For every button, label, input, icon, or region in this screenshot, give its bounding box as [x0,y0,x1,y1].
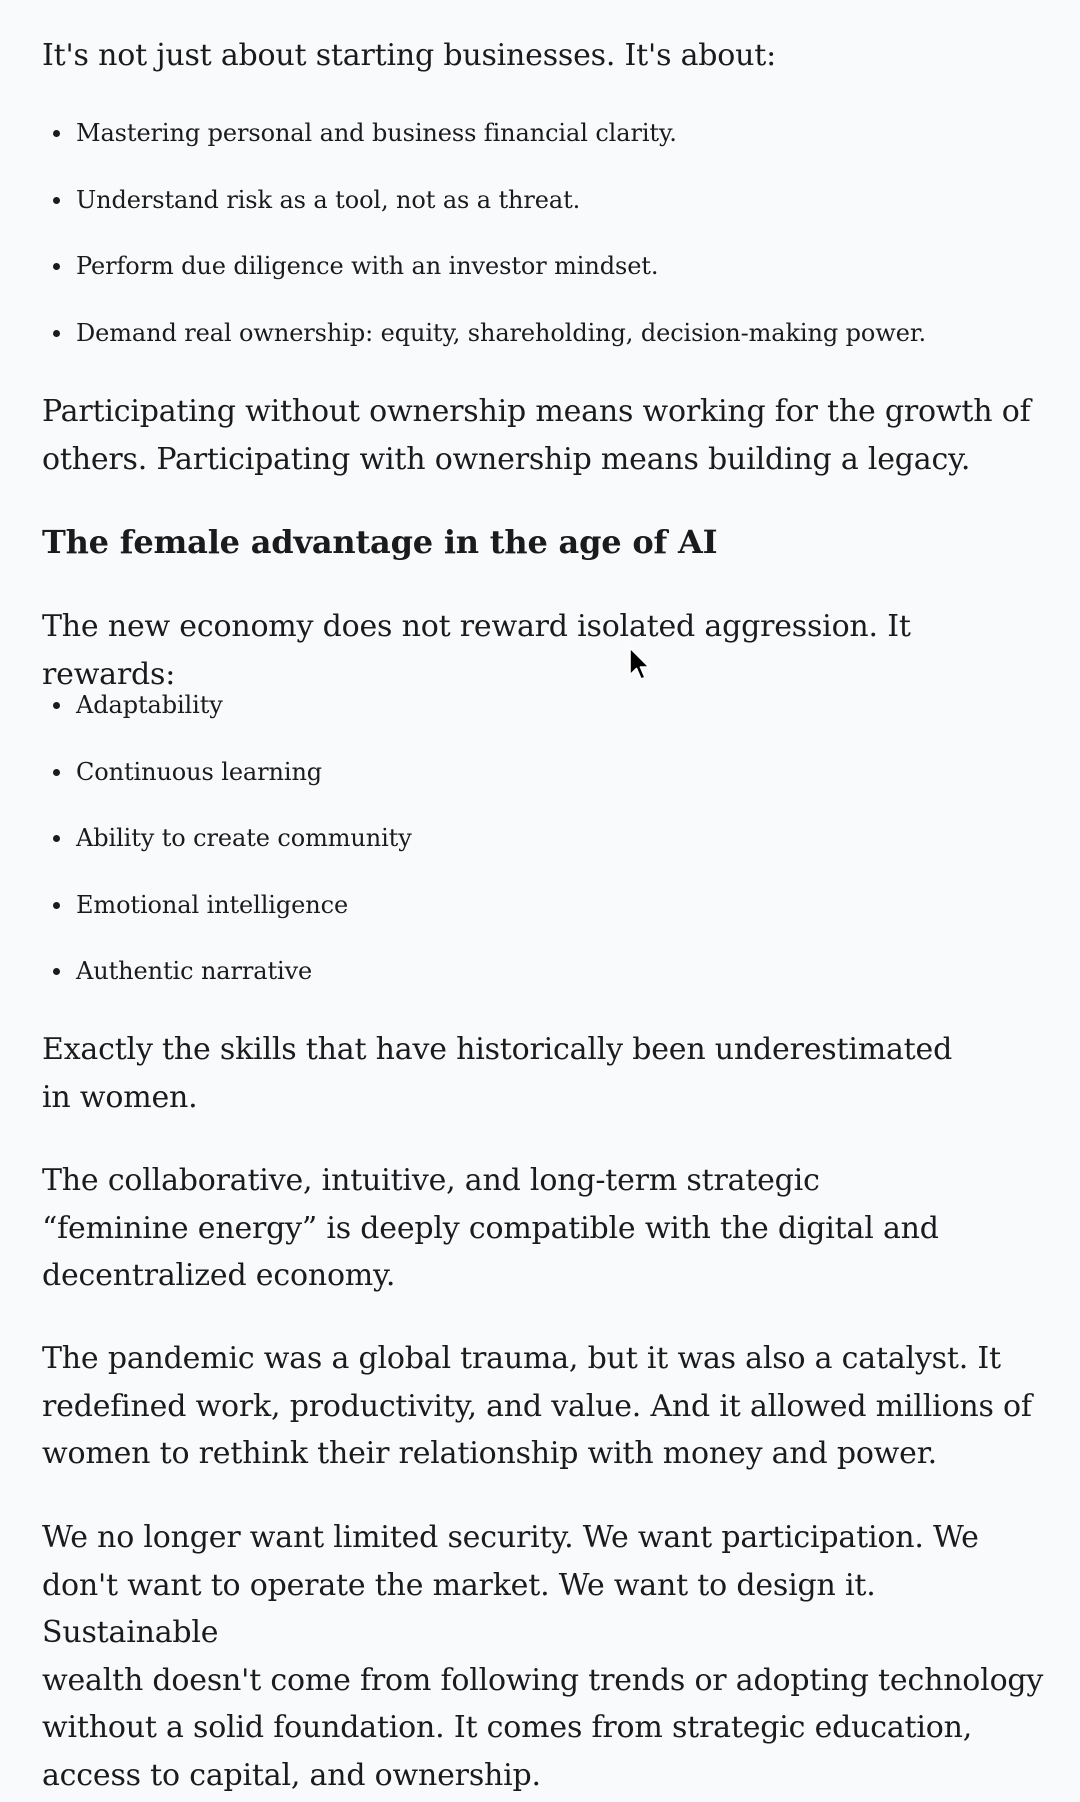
intro-line: It's not just about starting businesses. It's about: [42,38,777,73]
list-item-text: Continuous learning [76,758,323,786]
paragraph-line: wealth doesn't come from following trends or adopting technology [42,1662,1044,1698]
list-item [42,953,412,989]
section-heading: The female advantage in the age of AI [42,523,718,561]
intro-paragraph [42,32,776,80]
paragraph-line: decentralized economy. [42,1258,396,1293]
list-item [42,887,412,923]
list-item-text: Emotional intelligence [76,891,349,919]
bullet-icon [53,263,60,270]
bullet-icon [53,130,60,137]
paragraph-line: The collaborative, intuitive, and long-term strategic [42,1163,820,1198]
economy-paragraph [42,603,1052,698]
paragraph-line: don't want to operate the market. We want to design it. Sustainable [42,1567,876,1650]
list-item [42,115,926,151]
paragraph-line: access to capital, and ownership. [42,1757,541,1793]
ownership-paragraph [42,388,1052,483]
paragraph-line: Participating without ownership means working for the growth of [42,394,1031,429]
list-item [42,248,926,284]
bullet-icon [53,330,60,337]
bullet-icon [53,835,60,842]
bullet-icon [53,702,60,709]
paragraph-line: others. Participating with ownership means building a legacy. [42,441,971,477]
list-item-text: Understand risk as a tool, not as a threat. [76,186,581,214]
bullet-icon [53,902,60,909]
paragraph-line: The new economy does not reward isolated aggression. It rewards: [42,609,911,692]
list-item-text: Mastering personal and business financial clarity. [76,119,677,147]
paragraph-line: “feminine energy” is deeply compatible with the digital and [42,1210,939,1246]
closing-paragraph [42,1514,1052,1799]
list-item [42,315,926,351]
paragraph-line: in women. [42,1079,198,1115]
skills-list [42,687,412,989]
pandemic-paragraph [42,1335,1032,1478]
list-item [42,820,412,856]
paragraph-line: women to rethink their relationship with money and power. [42,1436,937,1471]
ownership-list [42,115,926,351]
paragraph-line: redefined work, productivity, and value. And it allowed millions of [42,1388,1032,1424]
mouse-pointer-icon [629,647,653,687]
paragraph-line: We no longer want limited security. We want participation. We [42,1520,979,1555]
paragraph-line: without a solid foundation. It comes from strategic education, [42,1710,973,1745]
list-item-text: Ability to create community [76,824,412,852]
list-item-text: Demand real ownership: equity, shareholding, decision-making power. [76,319,927,347]
list-item-text: Perform due diligence with an investor mindset. [76,252,659,280]
paragraph-line: The pandemic was a global trauma, but it was also a catalyst. It [42,1341,1001,1376]
bullet-icon [53,197,60,204]
list-item-text: Authentic narrative [76,957,313,985]
feminine-energy-paragraph [42,1157,939,1300]
list-item-text: Adaptability [76,691,223,719]
bullet-icon [53,769,60,776]
list-item [42,182,926,218]
paragraph-line: Exactly the skills that have historically been underestimated [42,1032,953,1067]
list-item [42,754,412,790]
skills-paragraph [42,1026,952,1121]
list-item [42,687,412,723]
bullet-icon [53,968,60,975]
